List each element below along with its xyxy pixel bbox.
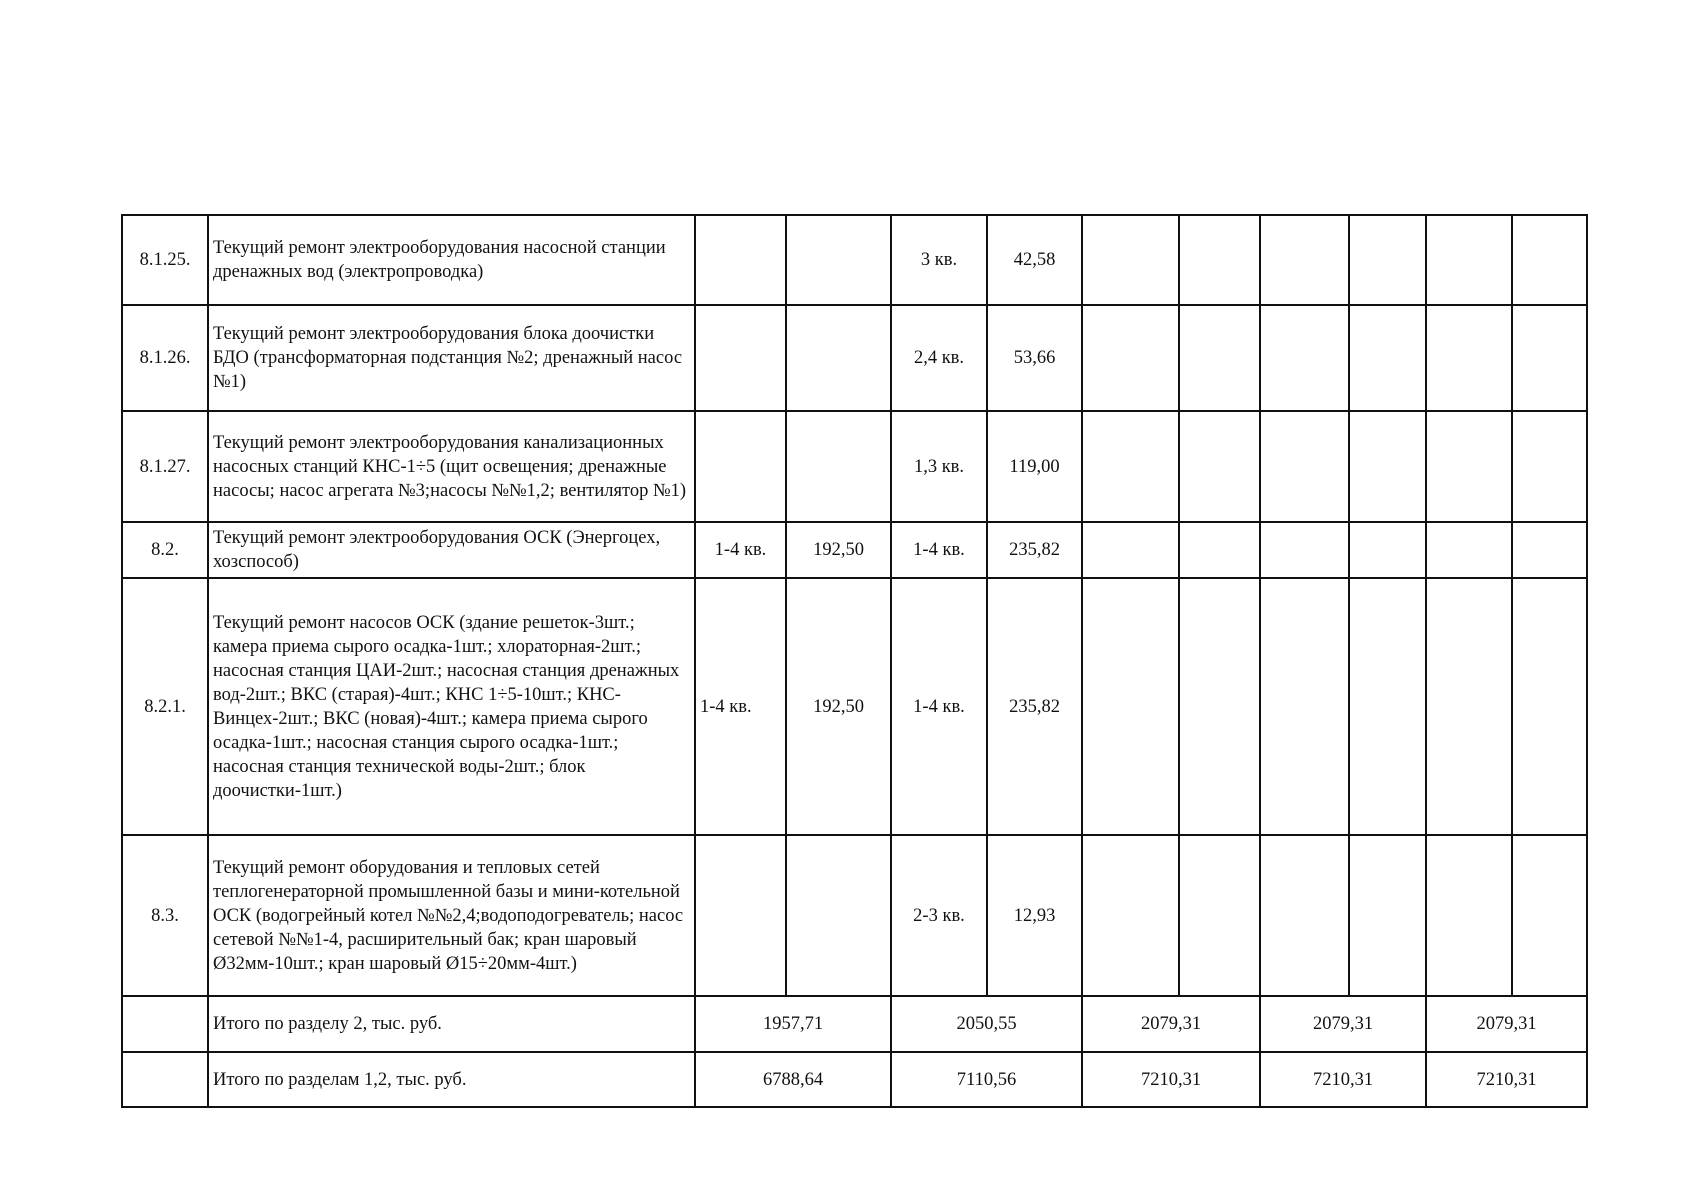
empty-cell — [1179, 305, 1260, 411]
empty-cell — [1426, 522, 1512, 578]
plan-quarter — [695, 215, 786, 305]
empty-cell — [1179, 411, 1260, 522]
empty-cell — [1426, 411, 1512, 522]
total-row — [122, 1052, 1587, 1107]
period-quarter: 1-4 кв. — [891, 578, 987, 835]
empty-cell — [1082, 215, 1179, 305]
total-label: Итого по разделу 2, тыс. руб. — [208, 996, 695, 1052]
period-amount: 235,82 — [987, 522, 1082, 578]
empty-cell — [1349, 522, 1426, 578]
total-value: 2079,31 — [1260, 996, 1426, 1052]
plan-quarter — [695, 411, 786, 522]
empty-cell — [1349, 305, 1426, 411]
empty-cell — [122, 996, 208, 1052]
empty-cell — [1260, 411, 1349, 522]
empty-cell — [1260, 835, 1349, 996]
plan-amount — [786, 215, 891, 305]
empty-cell — [1082, 411, 1179, 522]
table-row — [122, 411, 1587, 522]
total-value: 7210,31 — [1426, 1052, 1587, 1107]
period-amount: 53,66 — [987, 305, 1082, 411]
plan-amount — [786, 305, 891, 411]
period-quarter: 2-3 кв. — [891, 835, 987, 996]
period-amount: 119,00 — [987, 411, 1082, 522]
empty-cell — [1179, 578, 1260, 835]
empty-cell — [1512, 835, 1587, 996]
row-description: Текущий ремонт электрооборудования насосной станции дренажных вод (электропроводка) — [208, 215, 695, 305]
row-description: Текущий ремонт электрооборудования блока доочистки БДО (трансформаторная подстанция №2; дренажный насос №1) — [208, 305, 695, 411]
total-value: 6788,64 — [695, 1052, 891, 1107]
plan-quarter — [695, 835, 786, 996]
empty-cell — [1512, 522, 1587, 578]
empty-cell — [1260, 522, 1349, 578]
empty-cell — [1426, 305, 1512, 411]
empty-cell — [1512, 578, 1587, 835]
empty-cell — [1512, 305, 1587, 411]
period-quarter: 3 кв. — [891, 215, 987, 305]
total-value: 7210,31 — [1082, 1052, 1260, 1107]
empty-cell — [1082, 835, 1179, 996]
empty-cell — [1426, 578, 1512, 835]
row-number: 8.2. — [122, 522, 208, 578]
total-value: 2079,31 — [1082, 996, 1260, 1052]
period-quarter: 1,3 кв. — [891, 411, 987, 522]
total-value: 2050,55 — [891, 996, 1082, 1052]
row-number: 8.1.25. — [122, 215, 208, 305]
total-value: 7110,56 — [891, 1052, 1082, 1107]
plan-quarter: 1-4 кв. — [695, 522, 786, 578]
empty-cell — [1512, 411, 1587, 522]
row-description: Текущий ремонт оборудования и тепловых сетей теплогенераторной промышленной базы и мини-котельной ОСК (водогрейный котел №№2,4;водоподогреватель; насос сетевой №№1-4, расширительный бак; кран шаровый Ø32мм-10шт.; кран шаровый Ø15÷20мм-4шт.) — [208, 835, 695, 996]
row-description: Текущий ремонт электрооборудования канализационных насосных станций КНС-1÷5 (щит освещения; дренажные насосы; насос агрегата №3;насосы №№1,2; вентилятор №1) — [208, 411, 695, 522]
period-amount: 235,82 — [987, 578, 1082, 835]
row-number: 8.2.1. — [122, 578, 208, 835]
plan-amount: 192,50 — [786, 522, 891, 578]
plan-amount — [786, 411, 891, 522]
total-label: Итого по разделам 1,2, тыс. руб. — [208, 1052, 695, 1107]
empty-cell — [1349, 835, 1426, 996]
table-row — [122, 835, 1587, 996]
empty-cell — [1426, 215, 1512, 305]
row-number: 8.1.27. — [122, 411, 208, 522]
empty-cell — [1082, 522, 1179, 578]
empty-cell — [1260, 215, 1349, 305]
empty-cell — [1426, 835, 1512, 996]
empty-cell — [1349, 411, 1426, 522]
table-row — [122, 215, 1587, 305]
plan-amount: 192,50 — [786, 578, 891, 835]
empty-cell — [1179, 215, 1260, 305]
plan-quarter — [695, 305, 786, 411]
empty-cell — [1082, 578, 1179, 835]
works-table — [121, 214, 1588, 1108]
empty-cell — [122, 1052, 208, 1107]
table-row — [122, 522, 1587, 578]
plan-amount — [786, 835, 891, 996]
row-description: Текущий ремонт насосов ОСК (здание решеток-3шт.; камера приема сырого осадка-1шт.; хлораторная-2шт.; насосная станция ЦАИ-2шт.; насосная станция дренажных вод-2шт.; ВКС (старая)-4шт.; КНС 1÷5-10шт.; КНС-Винцех-2шт.; ВКС (новая)-4шт.; камера приема сырого осадка-1шт.; насосная станция сырого осадка-1шт.; насосная станция технической воды-2шт.; блок доочистки-1шт.) — [208, 578, 695, 835]
period-amount: 42,58 — [987, 215, 1082, 305]
empty-cell — [1179, 522, 1260, 578]
empty-cell — [1082, 305, 1179, 411]
empty-cell — [1512, 215, 1587, 305]
total-value: 2079,31 — [1426, 996, 1587, 1052]
row-number: 8.3. — [122, 835, 208, 996]
total-value: 1957,71 — [695, 996, 891, 1052]
period-amount: 12,93 — [987, 835, 1082, 996]
row-number: 8.1.26. — [122, 305, 208, 411]
table-row — [122, 578, 1587, 835]
period-quarter: 2,4 кв. — [891, 305, 987, 411]
table-row — [122, 305, 1587, 411]
empty-cell — [1260, 305, 1349, 411]
row-description: Текущий ремонт электрооборудования ОСК (Энергоцех, хозспособ) — [208, 522, 695, 578]
empty-cell — [1349, 215, 1426, 305]
empty-cell — [1349, 578, 1426, 835]
total-row — [122, 996, 1587, 1052]
period-quarter: 1-4 кв. — [891, 522, 987, 578]
total-value: 7210,31 — [1260, 1052, 1426, 1107]
empty-cell — [1260, 578, 1349, 835]
plan-quarter: 1-4 кв. — [695, 578, 786, 835]
empty-cell — [1179, 835, 1260, 996]
